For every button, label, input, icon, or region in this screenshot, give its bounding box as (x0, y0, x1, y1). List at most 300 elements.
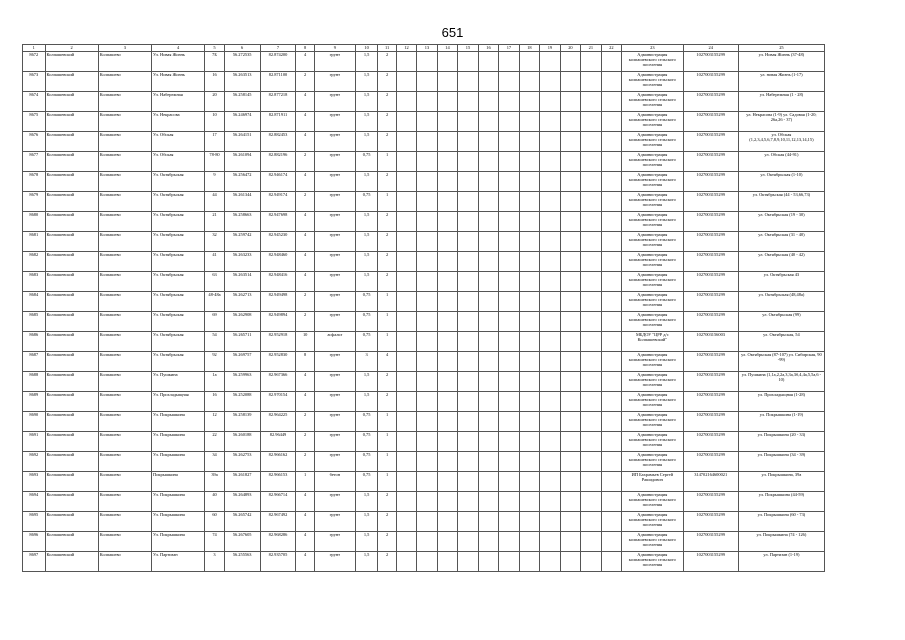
table-cell: 0,75 (355, 432, 378, 452)
table-cell (601, 452, 621, 472)
table-row (23, 52, 825, 72)
table-cell (478, 272, 498, 292)
table-cell: ул. Новая Жизнь (37-48) (738, 52, 824, 72)
table-cell: 2 (378, 512, 396, 532)
table-cell (519, 312, 539, 332)
table-cell (499, 472, 519, 492)
table-cell: Ул. Партизан (152, 552, 205, 572)
table-cell: Колпашево (98, 172, 151, 192)
table-row (23, 192, 825, 212)
table-cell (581, 272, 601, 292)
table-cell: ул. Покрышкина (74 - 126) (738, 532, 824, 552)
table-cell: Колпашевский (45, 552, 98, 572)
table-cell: 1027003155299 (683, 172, 738, 192)
table-cell: 8675 (23, 112, 46, 132)
table-cell (458, 192, 478, 212)
table-cell (478, 232, 498, 252)
table-cell (540, 492, 560, 512)
table-cell: 82.949894 (260, 312, 296, 332)
table-cell: Ул. Набережная (152, 92, 205, 112)
table-cell: 8684 (23, 292, 46, 312)
table-cell: ул. Покрышкина (44-59) (738, 492, 824, 512)
table-cell: 32 (205, 232, 224, 252)
table-cell: Администрация колпашевского сельского поселения (622, 432, 683, 452)
table-cell (540, 72, 560, 92)
table-cell (396, 432, 416, 452)
table-row (23, 472, 825, 492)
table-row (23, 332, 825, 352)
table-cell: Администрация колпашевского сельского поселения (622, 512, 683, 532)
table-cell (540, 132, 560, 152)
table-cell (478, 252, 498, 272)
table-cell: 1027003155299 (683, 292, 738, 312)
table-cell: Администрация колпашевского сельского поселения (622, 272, 683, 292)
table-cell (519, 272, 539, 292)
table-cell (396, 492, 416, 512)
table-cell: 1,5 (355, 552, 378, 572)
table-cell (396, 52, 416, 72)
table-cell (601, 332, 621, 352)
table-cell (417, 252, 437, 272)
table-cell: 21 (205, 212, 224, 232)
table-cell (499, 452, 519, 472)
table-cell (560, 232, 580, 252)
table-cell: грунт (314, 232, 355, 252)
table-cell: Ул. Пушкина (152, 372, 205, 392)
table-cell: Администрация колпашевского сельского поселения (622, 72, 683, 92)
table-cell (417, 112, 437, 132)
table-cell: 1027003155299 (683, 132, 738, 152)
table-cell: ул. Октябрьская (40 - 42) (738, 252, 824, 272)
table-cell: 82.964225 (260, 412, 296, 432)
table-cell: 82.948460 (260, 252, 296, 272)
header-cell: 19 (540, 45, 560, 52)
table-cell: 10 (296, 332, 314, 352)
table-cell: 82.871911 (260, 112, 296, 132)
table-cell (601, 472, 621, 492)
table-cell (581, 372, 601, 392)
table-cell (458, 452, 478, 472)
table-cell (458, 492, 478, 512)
table-cell (540, 452, 560, 472)
table-cell: 1027003155299 (683, 352, 738, 372)
table-cell: 56.261094 (224, 152, 260, 172)
table-cell (560, 112, 580, 132)
table-cell (417, 392, 437, 412)
table-cell: 63 (205, 272, 224, 292)
table-cell: 82.966153 (260, 472, 296, 492)
table-cell: 1 (378, 412, 396, 432)
table-cell: 1 (296, 472, 314, 492)
table-cell (396, 172, 416, 192)
table-cell (581, 192, 601, 212)
table-cell (540, 192, 560, 212)
table-cell (519, 232, 539, 252)
table-cell: 56.272535 (224, 52, 260, 72)
table-cell: 1,5 (355, 372, 378, 392)
table-cell: грунт (314, 292, 355, 312)
table-cell (478, 512, 498, 532)
table-cell: Колпашево (98, 112, 151, 132)
table-cell: 8693 (23, 472, 46, 492)
table-cell (437, 472, 457, 492)
table-cell (560, 312, 580, 332)
table-cell (540, 212, 560, 232)
table-row (23, 92, 825, 112)
table-cell (458, 172, 478, 192)
table-cell: грунт (314, 352, 355, 372)
table-cell: Администрация колпашевского сельского поселения (622, 492, 683, 512)
table-cell: Колпашево (98, 452, 151, 472)
table-cell: ул. Покрышкина (20 - 33) (738, 432, 824, 452)
table-cell: грунт (314, 192, 355, 212)
table-row (23, 372, 825, 392)
table-cell (581, 492, 601, 512)
table-row (23, 112, 825, 132)
table-cell (478, 472, 498, 492)
table-cell (417, 152, 437, 172)
table-cell (519, 252, 539, 272)
table-cell: 56.261344 (224, 192, 260, 212)
table-cell (560, 72, 580, 92)
table-cell (540, 332, 560, 352)
header-cell: 12 (396, 45, 416, 52)
table-cell: 8682 (23, 252, 46, 272)
table-cell (601, 432, 621, 452)
table-cell (560, 372, 580, 392)
table-cell: 2 (378, 92, 396, 112)
table-cell (499, 232, 519, 252)
table-cell (437, 52, 457, 72)
table-cell: Ул. Новая Жизнь (152, 72, 205, 92)
table-cell: 1027003155299 (683, 92, 738, 112)
table-cell: 1,5 (355, 92, 378, 112)
table-cell: 8674 (23, 92, 46, 112)
table-cell: 2 (296, 152, 314, 172)
table-cell: 1,5 (355, 52, 378, 72)
table-cell (396, 252, 416, 272)
table-cell: Колпашевский (45, 252, 98, 272)
table-cell: 56.259963 (224, 372, 260, 392)
table-cell: 56.252088 (224, 392, 260, 412)
table-cell: ул. новая Жизнь (1-17) (738, 72, 824, 92)
table-cell (581, 132, 601, 152)
table-row (23, 412, 825, 432)
table-cell: 74 (205, 532, 224, 552)
table-cell: 2 (296, 312, 314, 332)
table-cell (601, 72, 621, 92)
table-cell: 82.967492 (260, 512, 296, 532)
table-cell: грунт (314, 532, 355, 552)
table-cell (560, 132, 580, 152)
table-cell: Администрация колпашевского сельского поселения (622, 52, 683, 72)
table-cell: 4 (296, 112, 314, 132)
table-cell: 8680 (23, 212, 46, 232)
table-cell: 41 (205, 252, 224, 272)
table-cell: 8697 (23, 552, 46, 572)
table-cell (581, 352, 601, 372)
table-row (23, 392, 825, 412)
table-cell: ул. Покрышкина (1-19) (738, 412, 824, 432)
table-cell (437, 452, 457, 472)
table-cell (417, 292, 437, 312)
table-cell: Колпашево (98, 132, 151, 152)
table-cell (499, 552, 519, 572)
table-cell (540, 352, 560, 372)
table-cell (499, 352, 519, 372)
header-cell: 3 (98, 45, 151, 52)
table-cell (458, 92, 478, 112)
table-cell: Колпашевский (45, 332, 98, 352)
table-cell: 314702164600021 (683, 472, 738, 492)
table-cell (499, 152, 519, 172)
table-cell: 7Б (205, 52, 224, 72)
table-cell: Колпашевский (45, 72, 98, 92)
table-cell: ул. Партизан (1-19) (738, 552, 824, 572)
table-cell: 8695 (23, 512, 46, 532)
table-cell (437, 492, 457, 512)
table-row (23, 532, 825, 552)
table-cell (437, 72, 457, 92)
table-cell: 8692 (23, 452, 46, 472)
table-cell: 82.949498 (260, 292, 296, 312)
table-cell: 8679 (23, 192, 46, 212)
table-cell (560, 52, 580, 72)
table-cell: Колпашевский (45, 192, 98, 212)
table-cell (540, 152, 560, 172)
table-cell (519, 192, 539, 212)
table-cell: Колпашево (98, 292, 151, 312)
table-cell: 1,5 (355, 392, 378, 412)
table-cell: грунт (314, 452, 355, 472)
table-row (23, 552, 825, 572)
table-cell (601, 52, 621, 72)
table-cell (458, 472, 478, 492)
table-cell (519, 412, 539, 432)
table-cell (581, 532, 601, 552)
table-cell: Колпашево (98, 52, 151, 72)
table-cell: грунт (314, 132, 355, 152)
table-cell (437, 292, 457, 312)
table-cell: 1027003155299 (683, 212, 738, 232)
table-cell: Администрация колпашевского сельского поселения (622, 252, 683, 272)
table-cell: 0,75 (355, 292, 378, 312)
table-cell (519, 352, 539, 372)
table-cell (519, 452, 539, 472)
table-cell: 56.262908 (224, 312, 260, 332)
table-cell: Администрация колпашевского сельского поселения (622, 132, 683, 152)
table-cell: 16 (205, 392, 224, 412)
table-cell: 8688 (23, 372, 46, 392)
table-cell: Колпашево (98, 312, 151, 332)
table-cell (396, 272, 416, 292)
table-cell (560, 292, 580, 312)
table-row (23, 212, 825, 232)
table-cell: Колпашевский (45, 112, 98, 132)
table-cell: 82.874200 (260, 52, 296, 72)
table-row (23, 352, 825, 372)
table-cell (478, 292, 498, 312)
table-cell: 56.265711 (224, 332, 260, 352)
table-cell (560, 252, 580, 272)
table-cell: Колпашево (98, 412, 151, 432)
table-cell: 1 (378, 312, 396, 332)
table-cell (458, 372, 478, 392)
table-cell (478, 492, 498, 512)
table-cell (519, 72, 539, 92)
table-cell: 2 (378, 52, 396, 72)
table-cell: Ул. Октябрьская (152, 332, 205, 352)
table-cell (519, 552, 539, 572)
table-cell: 4 (378, 352, 396, 372)
table-cell: Колпашево (98, 372, 151, 392)
table-cell (458, 52, 478, 72)
table-cell: Ул. Октябрьская (152, 312, 205, 332)
table-cell (540, 412, 560, 432)
table-cell: Ул. Покрышкина (152, 452, 205, 472)
table-cell (417, 232, 437, 252)
table-cell (560, 92, 580, 112)
table-cell (458, 292, 478, 312)
table-cell: грунт (314, 392, 355, 412)
table-cell (458, 272, 478, 292)
table-cell: грунт (314, 312, 355, 332)
table-cell: грунт (314, 92, 355, 112)
table-cell: 4 (296, 132, 314, 152)
table-cell: 44 (205, 192, 224, 212)
table-cell (601, 152, 621, 172)
table-cell: 0,75 (355, 192, 378, 212)
table-cell (437, 92, 457, 112)
table-cell: 56.262713 (224, 292, 260, 312)
table-cell: 8673 (23, 72, 46, 92)
table-cell: Администрация колпашевского сельского поселения (622, 372, 683, 392)
table-cell: ул. Набережная (1 - 28) (738, 92, 824, 112)
table-cell: 39а (205, 472, 224, 492)
table-cell (417, 132, 437, 152)
table-cell: Ул. Октябрьская (152, 172, 205, 192)
table-cell: 1,5 (355, 532, 378, 552)
table-cell: 56.258663 (224, 212, 260, 232)
table-cell: Ул. Покрышкина (152, 412, 205, 432)
header-cell: 20 (560, 45, 580, 52)
table-cell: ул. Октябрьская (1-10) (738, 172, 824, 192)
table-cell: 56.269757 (224, 352, 260, 372)
table-cell (560, 452, 580, 472)
header-cell: 2 (45, 45, 98, 52)
table-cell (478, 192, 498, 212)
table-cell (519, 292, 539, 312)
table-cell (396, 72, 416, 92)
table-cell (560, 172, 580, 192)
table-cell (601, 392, 621, 412)
table-cell (417, 72, 437, 92)
table-cell: Колпашево (98, 472, 151, 492)
table-cell: Ул. Покрышкина (152, 532, 205, 552)
table-cell: 4 (296, 172, 314, 192)
table-cell: 40 (205, 492, 224, 512)
table-cell: 10 (205, 112, 224, 132)
table-cell: грунт (314, 552, 355, 572)
table-cell (601, 232, 621, 252)
table-cell: 2 (296, 432, 314, 452)
table-row (23, 232, 825, 252)
table-cell: Колпашевский (45, 152, 98, 172)
table-cell (417, 472, 437, 492)
table-cell: 8677 (23, 152, 46, 172)
table-row (23, 512, 825, 532)
table-cell: 8687 (23, 352, 46, 372)
table-cell (417, 172, 437, 192)
table-cell: грунт (314, 412, 355, 432)
table-cell (478, 172, 498, 192)
table-cell: Ул. Октябрьская (152, 212, 205, 232)
table-cell (560, 272, 580, 292)
table-cell: 1027003156003 (683, 332, 738, 352)
table-cell (396, 472, 416, 492)
table-cell (540, 292, 560, 312)
table-cell (499, 212, 519, 232)
table-cell: 69 (205, 312, 224, 332)
table-cell (437, 352, 457, 372)
table-cell: 82.967366 (260, 372, 296, 392)
table-cell: грунт (314, 112, 355, 132)
table-cell: Колпашево (98, 332, 151, 352)
table-cell: 1,5 (355, 112, 378, 132)
table-cell (540, 432, 560, 452)
table-cell (437, 232, 457, 252)
table-cell (417, 92, 437, 112)
table-cell: 4 (296, 252, 314, 272)
table-cell: 56.263514 (224, 272, 260, 292)
table-cell: 60 (205, 512, 224, 532)
table-cell: Колпашево (98, 192, 151, 212)
table-cell: 1027003155299 (683, 492, 738, 512)
table-cell: 3 (355, 352, 378, 372)
table-cell: 8691 (23, 432, 46, 452)
table-cell: 1,5 (355, 492, 378, 512)
table-cell: 1 (378, 292, 396, 312)
table-cell: 1 (378, 332, 396, 352)
table-cell: Колпашево (98, 352, 151, 372)
table-cell (478, 92, 498, 112)
table-cell (540, 252, 560, 272)
table-cell: 2 (378, 72, 396, 92)
table-cell: 4 (296, 232, 314, 252)
table-cell: 56.265742 (224, 512, 260, 532)
table-cell: Колпашево (98, 492, 151, 512)
table-cell: 2 (378, 372, 396, 392)
table-cell: 82.935705 (260, 552, 296, 572)
table-cell (560, 532, 580, 552)
table-cell: Колпашевский (45, 92, 98, 112)
table-cell: 2 (378, 132, 396, 152)
table-cell (499, 532, 519, 552)
table-cell (601, 252, 621, 272)
table-cell (540, 52, 560, 72)
table-cell (478, 212, 498, 232)
table-cell (417, 332, 437, 352)
table-cell: Колпашевский (45, 172, 98, 192)
table-cell (581, 172, 601, 192)
table-cell (499, 112, 519, 132)
table-cell: ул. Октябрьская (19 - 30) (738, 212, 824, 232)
header-cell: 8 (296, 45, 314, 52)
table-cell (437, 192, 457, 212)
header-cell: 6 (224, 45, 260, 52)
table-cell: Администрация колпашевского сельского поселения (622, 392, 683, 412)
table-cell: Ул. Обская (152, 152, 205, 172)
